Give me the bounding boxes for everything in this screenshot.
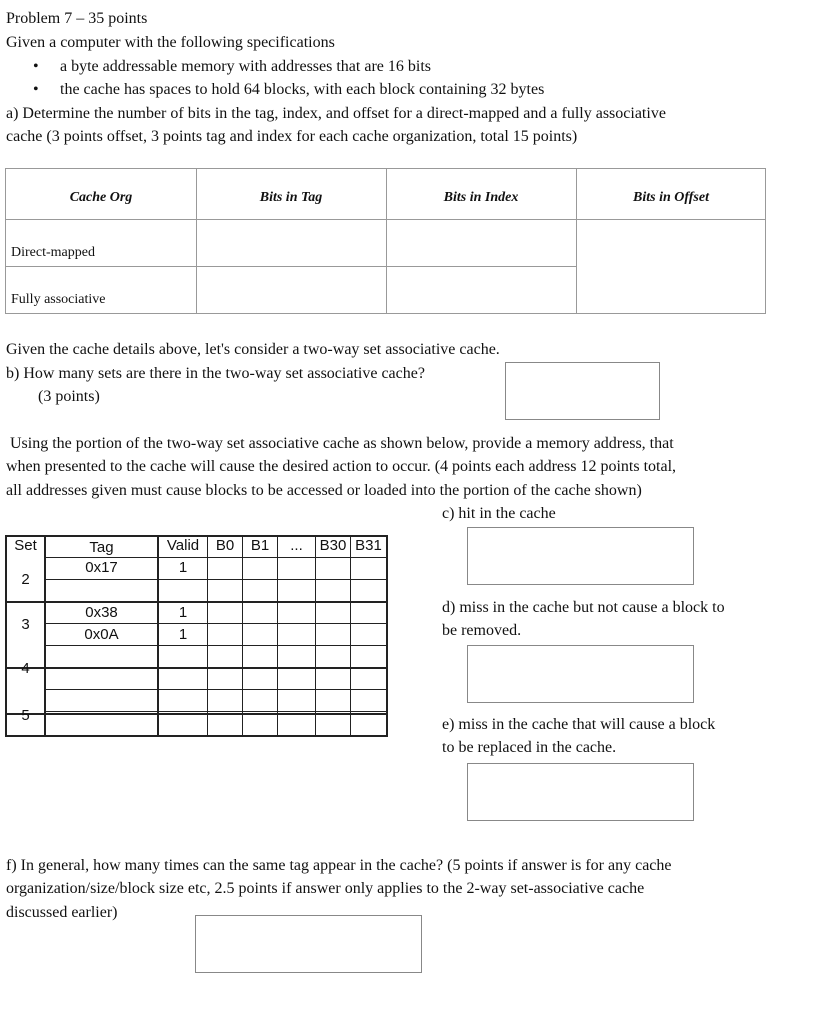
set-label-2: 2 — [21, 571, 30, 588]
answer-offset-bits[interactable] — [577, 220, 766, 313]
problem-intro: Given a computer with the following specifications — [6, 34, 335, 51]
answer-box-part-e[interactable] — [467, 763, 694, 821]
part-e-label-line2: to be replaced in the cache. — [442, 739, 617, 756]
problem-title: Problem 7 – 35 points — [6, 10, 148, 27]
header-bits-in-index: Bits in Index — [443, 190, 519, 205]
answer-box-part-d[interactable] — [467, 645, 694, 703]
answer-dm-tag-bits[interactable] — [197, 220, 386, 266]
answer-box-part-f[interactable] — [195, 915, 422, 973]
part-a-question: a) Determine the number of bits in the tag, index, and offset for a direct-mapped and a fully associative — [6, 105, 666, 122]
header-ellipsis: ... — [290, 537, 303, 554]
answer-fa-tag-bits[interactable] — [197, 267, 386, 313]
bullet-dot: • — [33, 81, 39, 98]
header-b31: B31 — [355, 537, 382, 554]
header-b30: B30 — [319, 537, 347, 554]
header-b1: B1 — [250, 537, 270, 554]
set-label-5: 5 — [21, 707, 30, 724]
answer-fa-index-bits[interactable] — [387, 267, 576, 313]
header-bits-in-offset: Bits in Offset — [633, 190, 709, 205]
part-f-question-line2: organization/size/block size etc, 2.5 points if answer only applies to the 2-way set-associative cache — [6, 880, 645, 897]
bits-table — [5, 168, 766, 314]
header-valid: Valid — [166, 537, 200, 554]
answer-box-part-b[interactable] — [505, 362, 660, 420]
part-d-label-line2: be removed. — [442, 622, 522, 639]
header-tag: Tag — [89, 539, 114, 556]
part-f-question-line3: discussed earlier) — [6, 904, 118, 921]
part-b-intro: Given the cache details above, let's consider a two-way set associative cache. — [6, 341, 500, 358]
tag-set2-way0: 0x17 — [85, 559, 118, 576]
valid-set2-way0: 1 — [178, 559, 188, 576]
part-e-label-line1: e) miss in the cache that will cause a block — [442, 716, 716, 733]
row-label-fully-associative: Fully associative — [11, 292, 106, 307]
header-cache-org: Cache Org — [69, 190, 133, 205]
answer-box-part-c[interactable] — [467, 527, 694, 585]
spec-item-cache: the cache has spaces to hold 64 blocks, with each block containing 32 bytes — [60, 81, 545, 98]
header-b0: B0 — [215, 537, 235, 554]
row-label-direct-mapped: Direct-mapped — [11, 245, 95, 260]
cache-table — [5, 535, 388, 737]
part-c-intro-line2: when presented to the cache will cause the desired action to occur. (4 points each address 12 points total, — [6, 458, 677, 475]
tag-set3-way0: 0x38 — [85, 604, 118, 621]
valid-set3-way0: 1 — [178, 604, 188, 621]
set-label-4: 4 — [21, 660, 30, 677]
part-c-intro-line3: all addresses given must cause blocks to be accessed or loaded into the portion of the cache shown) — [6, 482, 642, 499]
part-a-question-cont: cache (3 points offset, 3 points tag and index for each cache organization, total 15 points) — [6, 128, 578, 145]
part-b-question: b) How many sets are there in the two-way set associative cache? — [6, 365, 425, 382]
spec-item-memory: a byte addressable memory with addresses that are 16 bits — [60, 58, 431, 75]
part-f-question-line1: f) In general, how many times can the same tag appear in the cache? (5 points if answer is for any cache — [6, 857, 672, 874]
answer-dm-index-bits[interactable] — [387, 220, 576, 266]
set-label-3: 3 — [21, 616, 30, 633]
part-c-intro-line1: Using the portion of the two-way set associative cache as shown below, provide a memory address, that — [10, 435, 674, 452]
part-b-points: (3 points) — [38, 388, 100, 405]
tag-set3-way1: 0x0A — [84, 626, 119, 643]
header-bits-in-tag: Bits in Tag — [259, 190, 323, 205]
header-set: Set — [14, 537, 37, 554]
part-d-label-line1: d) miss in the cache but not cause a block to — [442, 599, 725, 616]
valid-set3-way1: 1 — [178, 626, 188, 643]
part-c-label: c) hit in the cache — [442, 505, 556, 522]
bullet-dot: • — [33, 58, 39, 75]
